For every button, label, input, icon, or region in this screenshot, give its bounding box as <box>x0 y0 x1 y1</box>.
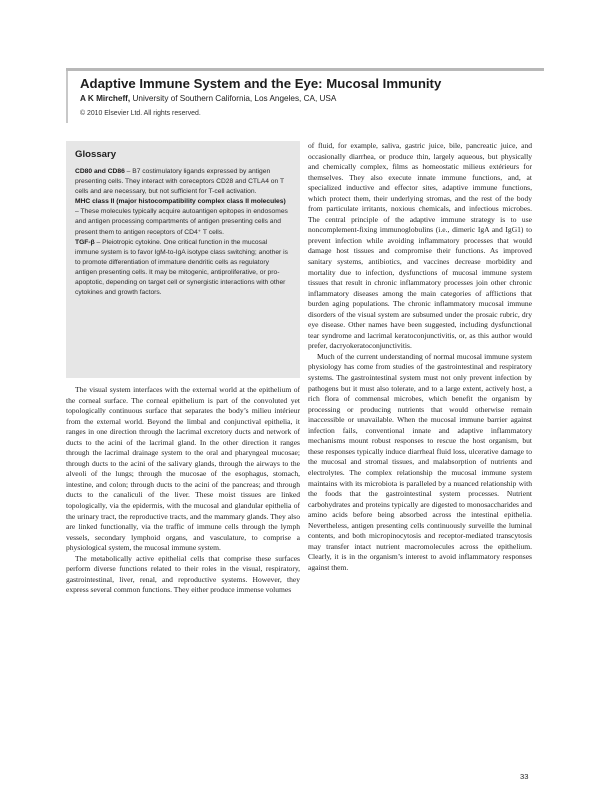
glossary-term: CD80 and CD86 <box>75 168 125 175</box>
header-rule <box>66 68 544 71</box>
glossary-entry <box>75 197 291 237</box>
article-title: Adaptive Immune System and the Eye: Mucosal Immunity <box>80 76 442 91</box>
body-paragraph: of fluid, for example, saliva, gastric juice, bile, pancreatic juice, and occasionally diarrhea, or produce thin, largely aqueous, but physically and chemically complex, films as homeostatic milieus extérieurs for themselves. They also execute innate immune functions, and, at specialized inductive and effector sites, adaptive immune functions, which protect them, their underlying stromas, and the rest of the body from particulate irritants, noxious chemicals, and infectious microbes. The central principle of the adaptive immune strategy is to use noncomplement-fixing immunoglobulins (i.e., dimeric IgA and IgG1) to prevent infection while avoiding inflammatory processes that would damage host tissues and compromise their functions. As improved sanitary systems, antibiotics, and vaccines decrease morbidity and mortality due to infection, dysfunctions of mucosal immune system tissues that result in chronic inflammatory processes join other chronic inflammatory diseases among the main categories of afflictions that burden aging populations. The chronic inflammatory mucosal immune disorders of the visual system are subsumed under the prosaic rubric, dry eye disease. Other names have been suggested, including dysfunctional tear syndrome and lacrimal keratoconjunctivitis, or, as this author would prefer, dacryokeratoconjunctivitis. <box>308 141 532 351</box>
page-number: 33 <box>520 772 529 781</box>
author-name: A K Mircheff, <box>80 94 131 103</box>
title-margin-rule <box>66 71 68 123</box>
body-column-left <box>66 385 300 596</box>
glossary-definition: – These molecules typically acquire autoantigen epitopes in endosomes and antigen processing compartments of antigen presenting cells and present them to antigen receptors of CD4⁺ T cells. <box>75 208 288 236</box>
glossary-term: TGF-β <box>75 238 95 246</box>
body-column-right <box>308 141 532 573</box>
glossary-definition: – Pleiotropic cytokine. One critical function in the mucosal immune system is to favor IgM-to-IgA isotype class switching; another is to promote differentiation of immature dendritic cells as regulatory antigen presenting cells. It may be mitogenic, antiproliferative, or pro-apoptotic, depending on target cell or synergistic interactions with other cytokines and growth factors. <box>75 238 288 297</box>
author-affiliation: University of Southern California, Los Angeles, CA, USA <box>130 94 337 103</box>
glossary-definition: – B7 costimulatory ligands expressed by antigen presenting cells. They interact with coreceptors CD28 and CTLA4 on T cells and are necessary, but not sufficient for T-cell activation. <box>75 168 284 196</box>
body-paragraph: The visual system interfaces with the external world at the epithelium of the corneal surface. The corneal epithelium is part of the convoluted yet topologically continuous surface that separates the body’s milieu intérieur from the external world. Beyond the limbal and conjunctival epithelia, it ranges in one direction through the lacrimal excretory ducts and network of ducts to the acini of the lacrimal gland. In the other direction it ranges through the lacrimal drainage system to the oral and pharyngeal mucosae; through ducts to the acini of the salivary glands, through the airways to the alveoli of the lungs; through the mucosae of the esophagus, stomach, intestine, and colon; through ducts to the acini of the pancreas; and through ducts to the canaliculi of the liver. These moist tissues are linked topologically, via the epidermis, with the mucosal and glandular epithelia of the urinary tract, the reproductive tracts, and the mammary glands. They also are linked functionally, via the traffic of immune cells through the lymph vessels, secondary lymphoid organs, and vasculature, to comprise a physiological system, the mucosal immune system. <box>66 385 300 553</box>
glossary-entry <box>75 167 291 197</box>
author-line <box>80 94 336 103</box>
glossary-box <box>66 141 300 378</box>
copyright-notice: © 2010 Elsevier Ltd. All rights reserved. <box>80 110 201 117</box>
body-paragraph: Much of the current understanding of normal mucosal immune system physiology has come from studies of the gastrointestinal and respiratory systems. The gastrointestinal system must not only prevent infection by pathogens but it must also tolerate, and to a large extent, actively host, a rich flora of commensal microbes, which benefit the organism by processing or producing nutrients that would otherwise remain inaccessible or unavailable. When the mucosal immune barrier against infection fails, conventional innate and adaptive inflammatory mechanisms mount robust responses to rescue the host organism, but these responses typically induce diarrheal fluid loss, ulcerative damage to the mucosal and stromal tissues, and malabsorption of nutrients and electrolytes. The complex relationship the mucosal immune system maintains with its microbiota is paralleled by a nuanced relationship with the foods that the gastrointestinal system processes. Nutrient carbohydrates and proteins typically are digested to monosaccharides and amino acids before being absorbed across the intestinal epithelia. Nevertheless, antigen presenting cells continuously surveille the luminal contents, and both micropinocytosis and receptor-mediated transcytosis may transfer intact nutrient macromolecules across the epithelium. Clearly, it is in the organism’s interest to avoid inflammatory responses against them. <box>308 351 532 572</box>
glossary-term: MHC class II (major histocompatibility complex class II molecules) <box>75 198 286 206</box>
body-paragraph: The metabolically active epithelial cells that comprise these surfaces perform diverse functions related to their roles in the visual, respiratory, gastrointestinal, liver, renal, and reproductive systems. However, they express several common functions. They either produce immense volumes <box>66 553 300 595</box>
glossary-heading: Glossary <box>75 149 117 160</box>
glossary-entry <box>75 238 291 299</box>
